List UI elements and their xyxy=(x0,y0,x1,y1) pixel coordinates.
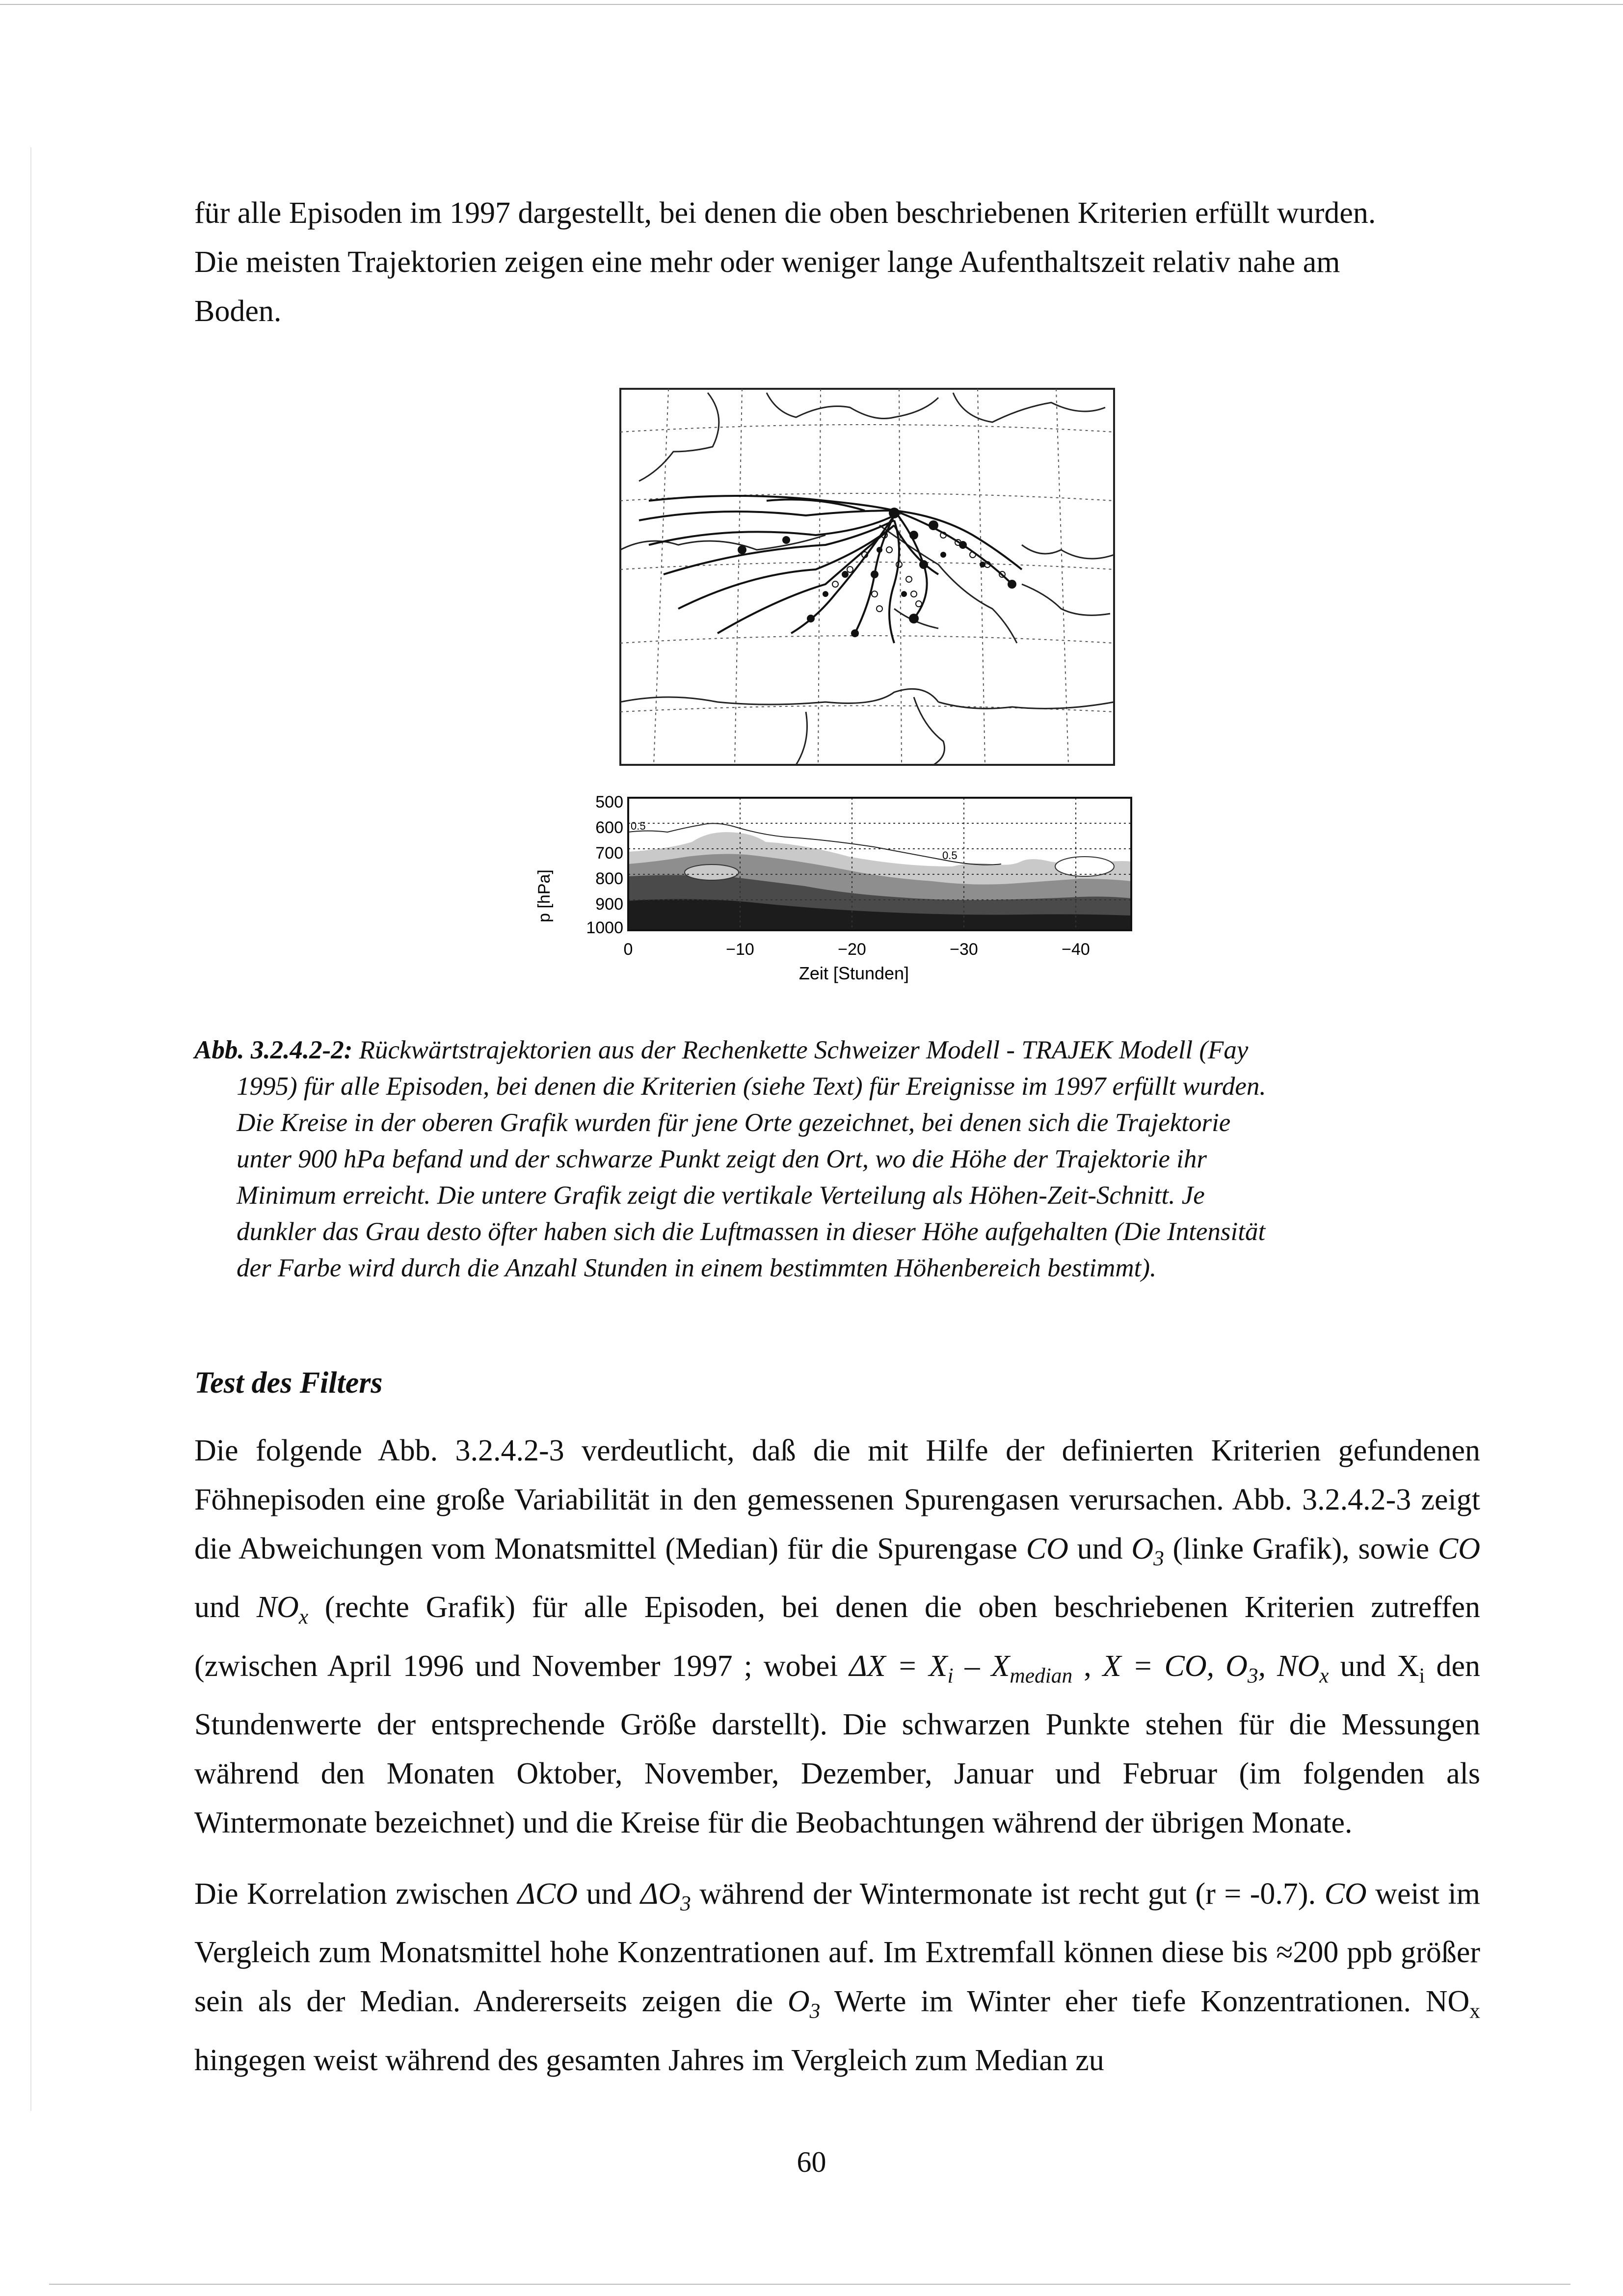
section-paragraph-1 xyxy=(194,1426,1480,1847)
intro-line-1: für alle Episoden im 1997 dargestellt, bei denen die oben beschriebenen Kriterien erfüllt wurden. xyxy=(194,196,1376,230)
caption-line-5: Minimum erreicht. Die untere Grafik zeigt die vertikale Verteilung als Höhen-Zeit-Schnitt. Je xyxy=(237,1181,1205,1210)
caption-line-1: Rückwärtstrajektorien aus der Rechenkette Schweizer Modell - TRAJEK Modell (Fay xyxy=(359,1036,1249,1064)
figure-caption xyxy=(194,1032,1480,1286)
caption-line-7: der Farbe wird durch die Anzahl Stunden in einem bestimmten Höhenbereich bestimmt). xyxy=(237,1254,1157,1282)
height-time-chart xyxy=(530,783,1144,1014)
p1-co-2: CO xyxy=(1437,1532,1480,1566)
section-heading: Test des Filters xyxy=(194,1366,383,1400)
y-tick-800: 800 xyxy=(595,869,623,888)
contour-label-left: 0.5 xyxy=(631,820,646,832)
p1-o3: $O_3$ xyxy=(1131,1532,1164,1570)
p2-text-d: Werte im Winter eher tiefe Konzentrationen. NO xyxy=(820,1985,1470,2019)
caption-line-2: 1995) für alle Episoden, bei denen die Kriterien (siehe Text) für Ereignisse im 1997 erfüllt wurden. xyxy=(237,1072,1266,1101)
p2-delta-o3: $\Delta O_3$ xyxy=(640,1877,691,1916)
contour-island xyxy=(685,864,739,880)
scan-edge-left xyxy=(30,147,31,2111)
p2-text-b: während der Wintermonate ist recht gut (r = -0.7). xyxy=(691,1877,1325,1911)
p2-sub-x: x xyxy=(1469,1999,1480,2023)
contour-label-right: 0.5 xyxy=(942,849,958,862)
y-tick-500: 500 xyxy=(595,793,623,811)
contour-island-right xyxy=(1055,857,1114,876)
intro-paragraph xyxy=(194,189,1480,336)
x-tick-10: −10 xyxy=(726,940,754,959)
intro-line-3: Boden. xyxy=(194,295,282,328)
p1-text-c: (rechte Grafik) für alle Episoden, bei denen die oben beschriebenen Kriterien zutreffen (zwischen April 1996 und November 1997 ; wobei xyxy=(194,1591,1481,1683)
x-tick-labels xyxy=(624,940,1090,959)
caption-line-3: Die Kreise in der oberen Grafik wurden für jene Orte gezeichnet, bei denen sich die Trajektorie xyxy=(237,1108,1231,1137)
p2-und: und xyxy=(577,1877,640,1911)
p1-und-2: und xyxy=(194,1591,257,1624)
y-tick-600: 600 xyxy=(595,818,623,837)
p2-o3: $O_3$ xyxy=(787,1985,821,2023)
trajectory-map xyxy=(619,388,1115,766)
section-paragraph-2 xyxy=(194,1869,1480,2085)
caption-line-6: dunkler das Grau desto öfter haben sich die Luftmassen in dieser Höhe aufgehalten (Die Intensität xyxy=(237,1217,1266,1246)
p2-delta-co: ΔCO xyxy=(517,1877,578,1911)
scan-edge-bottom xyxy=(49,2284,1570,2285)
x-tick-30: −30 xyxy=(950,940,978,959)
p1-und: und xyxy=(1068,1532,1132,1566)
x-tick-40: −40 xyxy=(1062,940,1090,959)
p1-sub-i: i xyxy=(1419,1664,1425,1688)
y-tick-900: 900 xyxy=(595,895,623,914)
x-tick-20: −20 xyxy=(838,940,866,959)
p1-und-xi: und X xyxy=(1329,1649,1419,1683)
p2-text-c: weist im Vergleich zum Monatsmittel hohe Konzentrationen auf. Im Extremfall können diese bis ≈200 ppb größer sein als der Median. Andererseits zeigen die xyxy=(194,1877,1480,2019)
intro-line-2: Die meisten Trajektorien zeigen eine mehr oder weniger lange Aufenthaltszeit relativ nahe am xyxy=(194,245,1340,279)
p1-delta-formula: $\Delta X = X_i - X_{median}$ xyxy=(849,1649,1073,1688)
x-axis-label: Zeit [Stunden] xyxy=(798,963,909,983)
plot-area xyxy=(628,798,1131,930)
p1-text-e: den Stundenwerte der entsprechende Größe darstellt). Die schwarzen Punkte stehen für die Messungen während den Monaten Oktober, November, Dezember, Januar und Februar (im folgenden als Wintermonate bezeichnet) und die Kreise für die Beobachtungen während der übrigen Monate. xyxy=(194,1649,1480,1840)
scan-edge-top xyxy=(0,4,1623,5)
p2-text-a: Die Korrelation zwischen xyxy=(194,1877,518,1911)
y-tick-labels xyxy=(586,793,623,937)
y-tick-1000: 1000 xyxy=(586,918,623,937)
x-tick-0: 0 xyxy=(623,940,633,959)
page-number: 60 xyxy=(797,2146,826,2178)
y-tick-700: 700 xyxy=(595,844,623,863)
p2-co: CO xyxy=(1324,1877,1367,1911)
y-axis-label: p [hPa] xyxy=(535,869,554,922)
p1-co: CO xyxy=(1026,1532,1068,1566)
p2-text-e: hingegen weist während des gesamten Jahres im Vergleich zum Median zu xyxy=(194,2043,1104,2077)
p1-text-b: (linke Grafik), sowie xyxy=(1164,1532,1438,1566)
caption-line-4: unter 900 hPa befand und der schwarze Punkt zeigt den Ort, wo die Höhe der Trajektorie ihr xyxy=(237,1145,1207,1173)
p1-text-d: , xyxy=(1072,1649,1103,1683)
caption-lead: Abb. 3.2.4.2-2: xyxy=(194,1036,353,1064)
p1-nox: $NO_x$ xyxy=(256,1591,309,1629)
p1-x-definition: X = CO, $O_3$, $NO_x$ xyxy=(1102,1649,1329,1688)
p1-text-a: Die folgende Abb. 3.2.4.2-3 verdeutlicht, daß die mit Hilfe der definierten Kriterien gefundenen Föhnepisoden eine große Variabilität in den gemessenen Spurengasen verursachen. Abb. 3.2.4.2-3 zeigt die Abweichungen vom Monatsmittel (Median) für die Spurengase xyxy=(194,1434,1480,1566)
